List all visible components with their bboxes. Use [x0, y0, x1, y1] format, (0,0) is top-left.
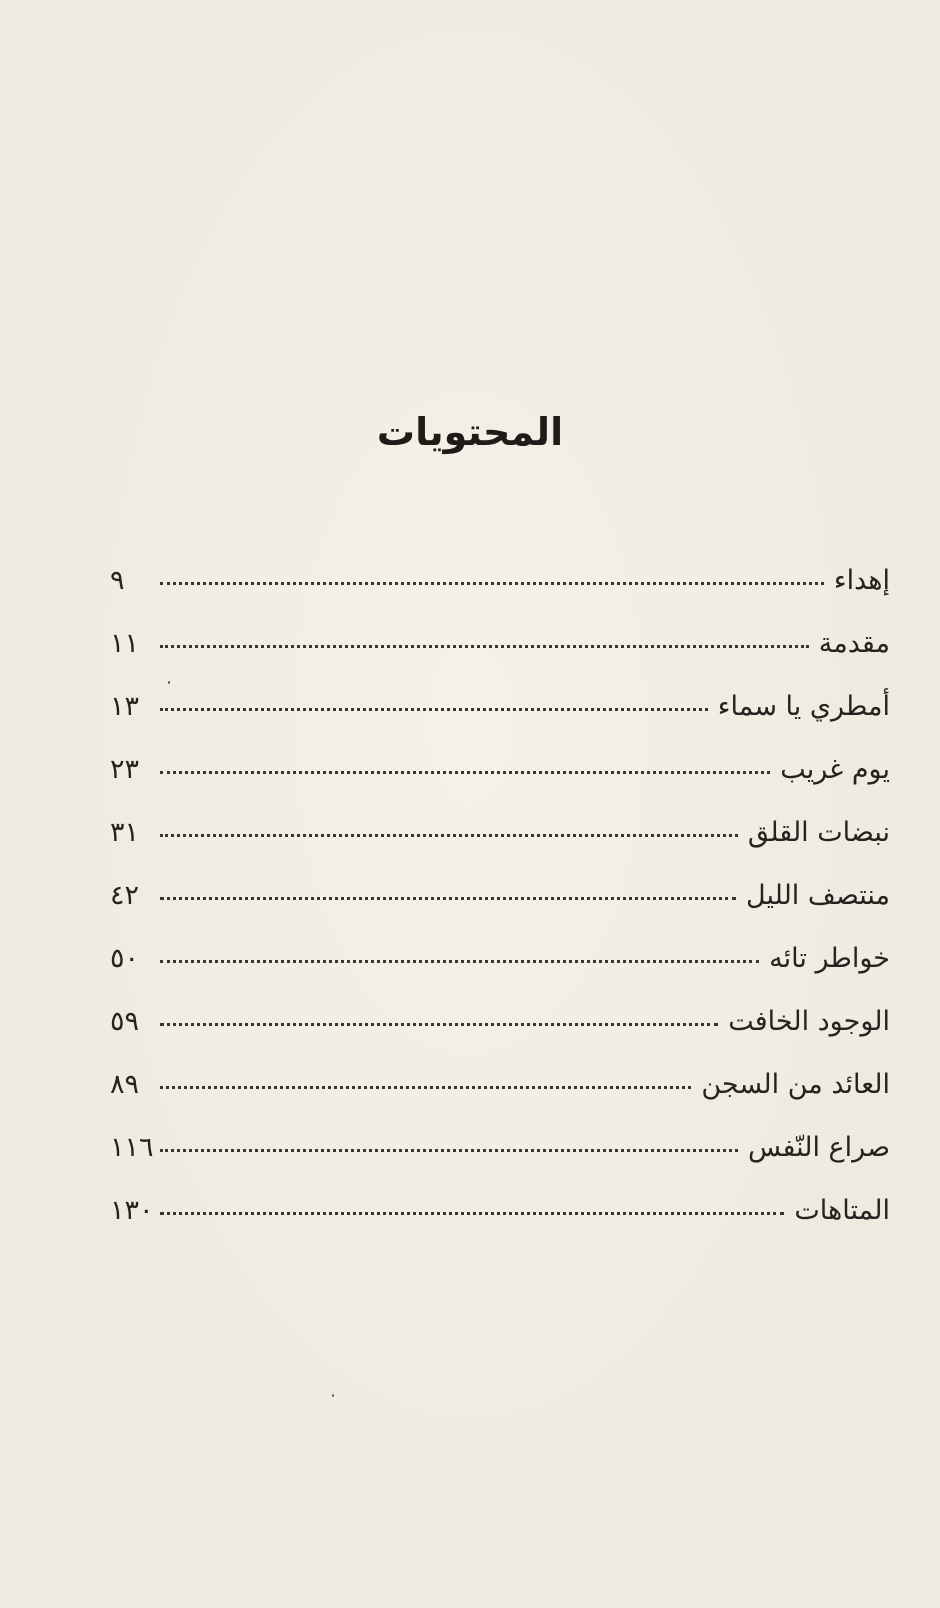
- toc-entry-title: خواطر تائه: [769, 943, 890, 974]
- toc-entry-title: يوم غريب: [780, 754, 890, 785]
- toc-entry-page: ١١: [110, 628, 140, 659]
- toc-entry-page: ٥٠: [110, 943, 140, 974]
- toc-entry-title: مقدمة: [818, 628, 890, 659]
- toc-entry-page: ٣١: [110, 817, 140, 848]
- toc-entry: [110, 1006, 890, 1069]
- toc-entry-title: المتاهات: [794, 1195, 890, 1226]
- dot-leader: [160, 771, 770, 774]
- dot-leader: [160, 582, 824, 585]
- dot-leader: [160, 960, 759, 963]
- toc-entry-page: ٨٩: [110, 1069, 140, 1100]
- toc-entry: [110, 628, 890, 691]
- toc-entry: [110, 880, 890, 943]
- dot-leader: [160, 708, 708, 711]
- toc-entry: [110, 1069, 890, 1132]
- dot-leader: [160, 1086, 691, 1089]
- toc-entry: [110, 1195, 890, 1258]
- dot-leader: [160, 834, 738, 837]
- toc-entry-title: العائد من السجن: [701, 1069, 890, 1100]
- toc-entry: [110, 691, 890, 754]
- toc-entry-page: ٢٣: [110, 754, 140, 785]
- toc-entry-page: ١٣٠: [110, 1195, 154, 1226]
- toc-entry-title: نبضات القلق: [747, 817, 890, 848]
- toc-entry: [110, 1132, 890, 1195]
- dot-leader: [160, 645, 809, 648]
- toc-entry-page: ١١٦: [110, 1132, 154, 1163]
- toc-entry-page: ٩: [110, 565, 125, 596]
- toc-entry: [110, 565, 890, 628]
- toc-entry-page: ٥٩: [110, 1006, 140, 1037]
- toc-entry-title: صراع النّفس: [748, 1132, 890, 1163]
- toc-entry: [110, 943, 890, 1006]
- dot-leader: [160, 897, 736, 900]
- toc-entry-title: الوجود الخافت: [728, 1006, 890, 1037]
- toc-entry-page: ٤٢: [110, 880, 140, 911]
- toc-entry: [110, 754, 890, 817]
- dot-leader: [160, 1149, 738, 1152]
- toc-entry-title: إهداء: [833, 565, 890, 596]
- toc-entry-title: أمطري يا سماء: [717, 691, 890, 722]
- paper-speck: [168, 681, 170, 684]
- toc-entry-page: ١٣: [110, 691, 140, 722]
- dot-leader: [160, 1212, 784, 1215]
- table-of-contents: [110, 565, 890, 1258]
- page-title: المحتويات: [376, 410, 564, 454]
- toc-entry-title: منتصف الليل: [746, 880, 890, 911]
- toc-entry: [110, 817, 890, 880]
- dot-leader: [160, 1023, 718, 1026]
- paper-speck: [332, 1394, 334, 1397]
